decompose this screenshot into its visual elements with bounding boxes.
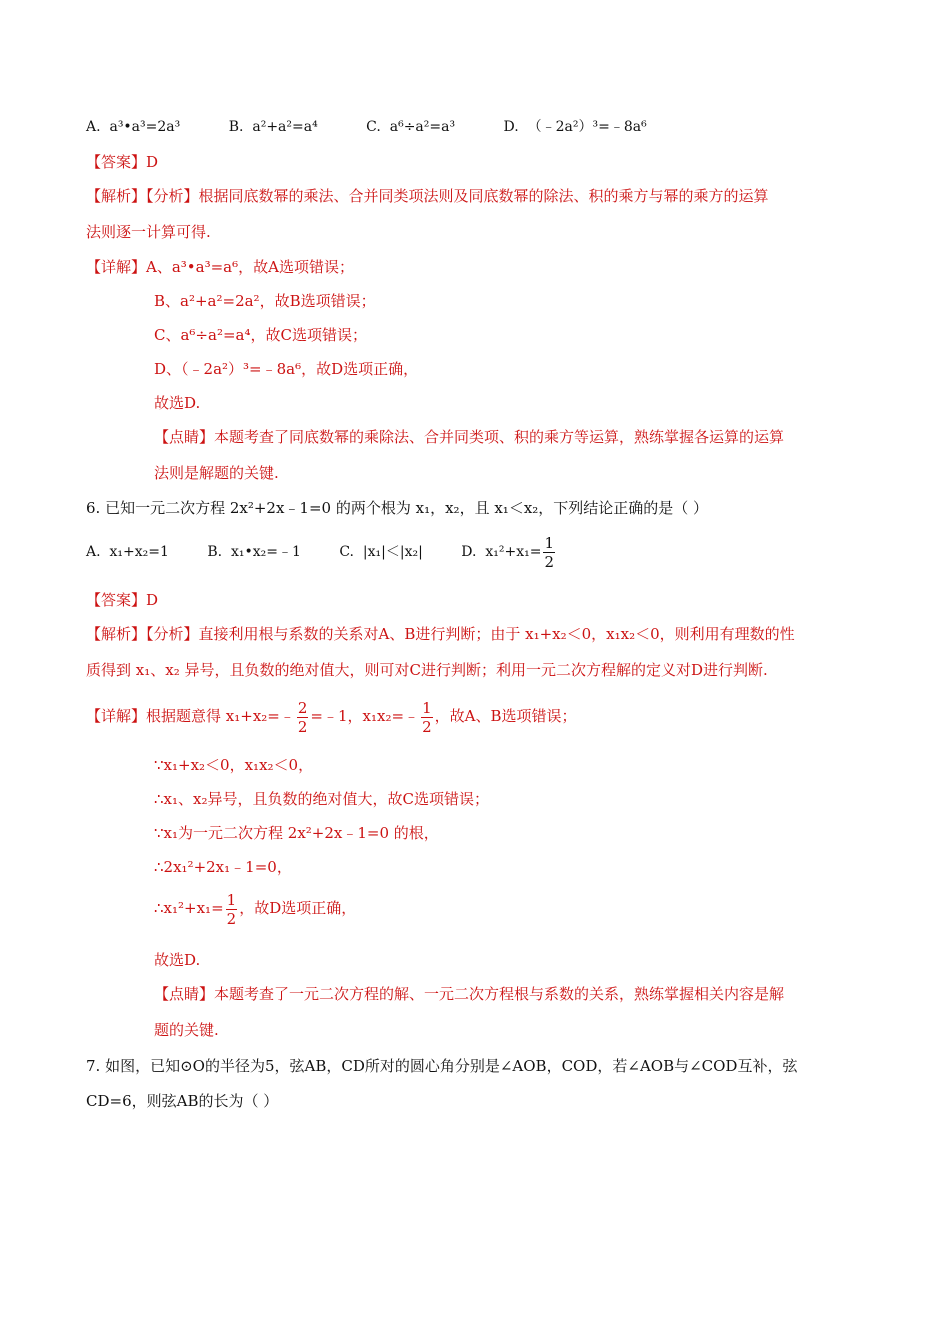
q6-step5: ∴x₁²+x₁= $\frac{1}{2}$ ，故D选项正确，	[154, 890, 357, 928]
q6-answer: 【答案】D	[86, 591, 159, 609]
q6-step1: ∵x₁+x₂＜0，x₁x₂＜0，	[154, 756, 314, 774]
q5-detail-tag: 【详解】	[86, 258, 147, 276]
q6-option-d-fraction: $\frac{1}{2}$	[544, 533, 554, 571]
q7-stem-line2: CD=6，则弦AB的长为（ ）	[86, 1092, 279, 1110]
q5-detail-c: C、a⁶÷a²=a⁴，故C选项错误；	[154, 326, 367, 344]
q6-detail-fraction-1: $\frac{2}{2}$	[297, 698, 308, 736]
q6-option-b: B. x₁•x₂=﹣1	[207, 544, 301, 560]
q6-analysis-line1: 【解析】【分析】直接利用根与系数的关系对A、B进行判断；由于 x₁+x₂＜0，x₁x₂＜0，则利用有理数的性	[86, 625, 795, 643]
q6-comment-line1: 【点睛】本题考查了一元二次方程的解、一元二次方程根与系数的关系，熟练掌握相关内容是解	[154, 985, 785, 1003]
q5-analysis-line1: 【解析】【分析】根据同底数幂的乘法、合并同类项法则及同底数幂的除法、积的乘方与幂的乘方的运算	[86, 187, 769, 205]
q6-option-c: C. |x₁|＜|x₂|	[339, 544, 423, 560]
q5-detail-a: 【详解】A、a³•a³=a⁶，故A选项错误；	[86, 258, 354, 276]
q5-detail-b: B、a²+a²=2a²，故B选项错误；	[154, 292, 376, 310]
q5-option-d: D. （﹣2a²）³=﹣8a⁶	[503, 119, 647, 135]
q6-step4: ∴2x₁²+2x₁﹣1=0，	[154, 858, 292, 876]
q5-options	[86, 117, 691, 137]
q6-step3: ∵x₁为一元二次方程 2x²+2x﹣1=0 的根，	[154, 824, 439, 842]
q5-detail-d: D、（﹣2a²）³=﹣8a⁶，故D选项正确，	[154, 360, 419, 378]
q6-option-d: D. x₁²+x₁= $\frac{1}{2}$	[461, 533, 554, 571]
q6-analysis-line2: 质得到 x₁、x₂ 异号，且负数的绝对值大，则可对C进行判断；利用一元二次方程解的定义对D进行判断.	[86, 661, 768, 679]
q5-option-c: C. a⁶÷a²=a³	[366, 119, 456, 135]
q5-option-b: B. a²+a²=a⁴	[228, 119, 318, 135]
q6-comment-line2: 题的关键.	[154, 1021, 219, 1039]
q6-detail-tag: 【详解】	[86, 707, 147, 725]
q5-comment-line2: 法则是解题的关键.	[154, 464, 279, 482]
q5-analysis-line2: 法则逐一计算可得.	[86, 223, 211, 241]
q5-choose: 故选D.	[154, 394, 201, 412]
q6-stem: 6. 已知一元二次方程 2x²+2x﹣1=0 的两个根为 x₁，x₂，且 x₁＜x₂，下列结论正确的是（ ）	[86, 499, 709, 517]
q7-stem-line1: 7. 如图，已知⊙O的半径为5，弦AB，CD所对的圆心角分别是∠AOB，COD，若∠AOB与∠COD互补，弦	[86, 1057, 798, 1075]
q6-step2: ∴x₁、x₂异号，且负数的绝对值大，故C选项错误；	[154, 790, 489, 808]
q5-comment-line1: 【点睛】本题考查了同底数幂的乘除法、合并同类项、积的乘方等运算，熟练掌握各运算的运算	[154, 428, 785, 446]
q6-option-a: A. x₁+x₂=1	[86, 544, 169, 560]
q6-detail-fraction-2: $\frac{1}{2}$	[422, 698, 432, 736]
q6-options	[86, 532, 557, 572]
q6-choose: 故选D.	[154, 951, 201, 969]
q5-answer: 【答案】D	[86, 153, 159, 171]
q6-step5-fraction: $\frac{1}{2}$	[226, 890, 237, 928]
q5-option-a: A. a³•a³=2a³	[86, 119, 181, 135]
q6-detail-line: 【详解】根据题意得 x₁+x₂=﹣ $\frac{2}{2}$ =﹣1，x₁x₂=﹣ $\frac{1}{2}$ ，故A、B选项错误；	[86, 698, 577, 736]
